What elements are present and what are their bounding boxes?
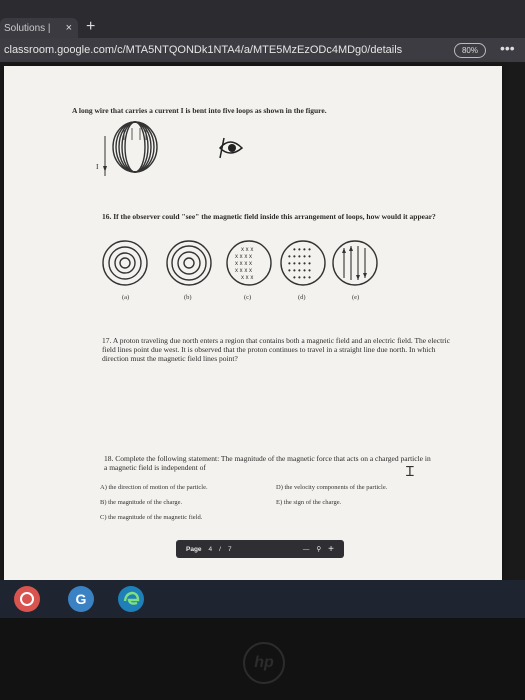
pdf-page [4, 66, 502, 580]
page-separator: / [219, 545, 221, 553]
svg-text:• • • • •: • • • • • [288, 259, 311, 268]
zoom-badge[interactable]: 80% [454, 43, 486, 58]
option-d-label: (d) [298, 294, 306, 301]
svg-text:• • • • •: • • • • • [288, 266, 311, 275]
svg-text:x x x x: x x x x [235, 268, 253, 274]
os-taskbar [0, 580, 525, 618]
svg-text:x x x x: x x x x [235, 261, 253, 267]
choice-b: B) the magnitude of the charge. [100, 499, 183, 506]
svg-text:x x x: x x x [241, 275, 254, 281]
option-d-figure [278, 238, 328, 288]
svg-text:x x x x: x x x x [235, 254, 253, 260]
hp-logo: hp [243, 642, 285, 684]
option-a-label: (a) [122, 294, 130, 301]
question-18: 18. Complete the following statement: The magnitude of the magnetic force that acts on a charged particle in a magnetic field is independent of [104, 454, 431, 472]
choice-c: C) the magnitude of the magnetic field. [100, 514, 203, 521]
choice-d: D) the velocity components of the particle. [276, 484, 388, 491]
new-tab-button[interactable]: + [86, 18, 96, 35]
search-icon[interactable]: ⚲ [316, 546, 322, 553]
zoom-out-button[interactable]: — [302, 545, 310, 553]
option-e-label: (e) [352, 294, 360, 301]
page-current[interactable]: 4 [208, 545, 213, 553]
current-label: I [96, 162, 99, 171]
text-cursor-icon: Ɪ [406, 465, 414, 480]
svg-text:• • • •: • • • • [293, 245, 311, 254]
address-bar [0, 38, 525, 62]
zoom-in-button[interactable]: + [328, 543, 334, 555]
question-16: 16. If the observer could "see" the magnetic field inside this arrangement of loops, how would it appear? [102, 212, 436, 221]
svg-text:x x x: x x x [241, 247, 254, 253]
option-b-figure [164, 238, 214, 288]
browser-tab-bar [0, 0, 525, 38]
edge-icon[interactable] [118, 586, 144, 612]
app-icon[interactable] [14, 586, 40, 612]
option-a-figure [100, 238, 150, 288]
tab-title: Solutions | [4, 22, 51, 34]
option-c-label: (c) [244, 294, 252, 301]
url-field[interactable]: classroom.google.com/c/MTA5NTQONDk1NTA4/a/MTE5MzEzODc4MDg0/details [4, 44, 403, 56]
pdf-toolbar [176, 540, 344, 558]
page-label: Page [186, 545, 202, 553]
intro-text: A long wire that carries a current I is bent into five loops as shown in the figure. [72, 106, 327, 115]
loops-figure [100, 116, 170, 178]
browser-tab[interactable] [0, 18, 78, 38]
tab-close-icon[interactable]: × [65, 22, 72, 34]
option-b-label: (b) [184, 294, 192, 301]
page-total: 7 [227, 545, 232, 553]
more-menu-icon[interactable]: ••• [500, 40, 515, 56]
observer-eye-icon [216, 134, 250, 162]
choice-a: A) the direction of motion of the particle. [100, 484, 208, 491]
chrome-icon[interactable]: G [68, 586, 94, 612]
option-c-figure [224, 238, 274, 288]
option-e-figure [330, 238, 380, 288]
choice-e: E) the sign of the charge. [276, 499, 342, 506]
svg-text:• • • •: • • • • [293, 273, 311, 282]
svg-text:• • • • •: • • • • • [288, 252, 311, 261]
question-17: 17. A proton traveling due north enters a region that contains both a magnetic field and an electric field. The electric field lines point due west. It is observed that the proton continues to travel in a straight line due north. In which direction must the magnetic field lines point? [102, 336, 451, 363]
